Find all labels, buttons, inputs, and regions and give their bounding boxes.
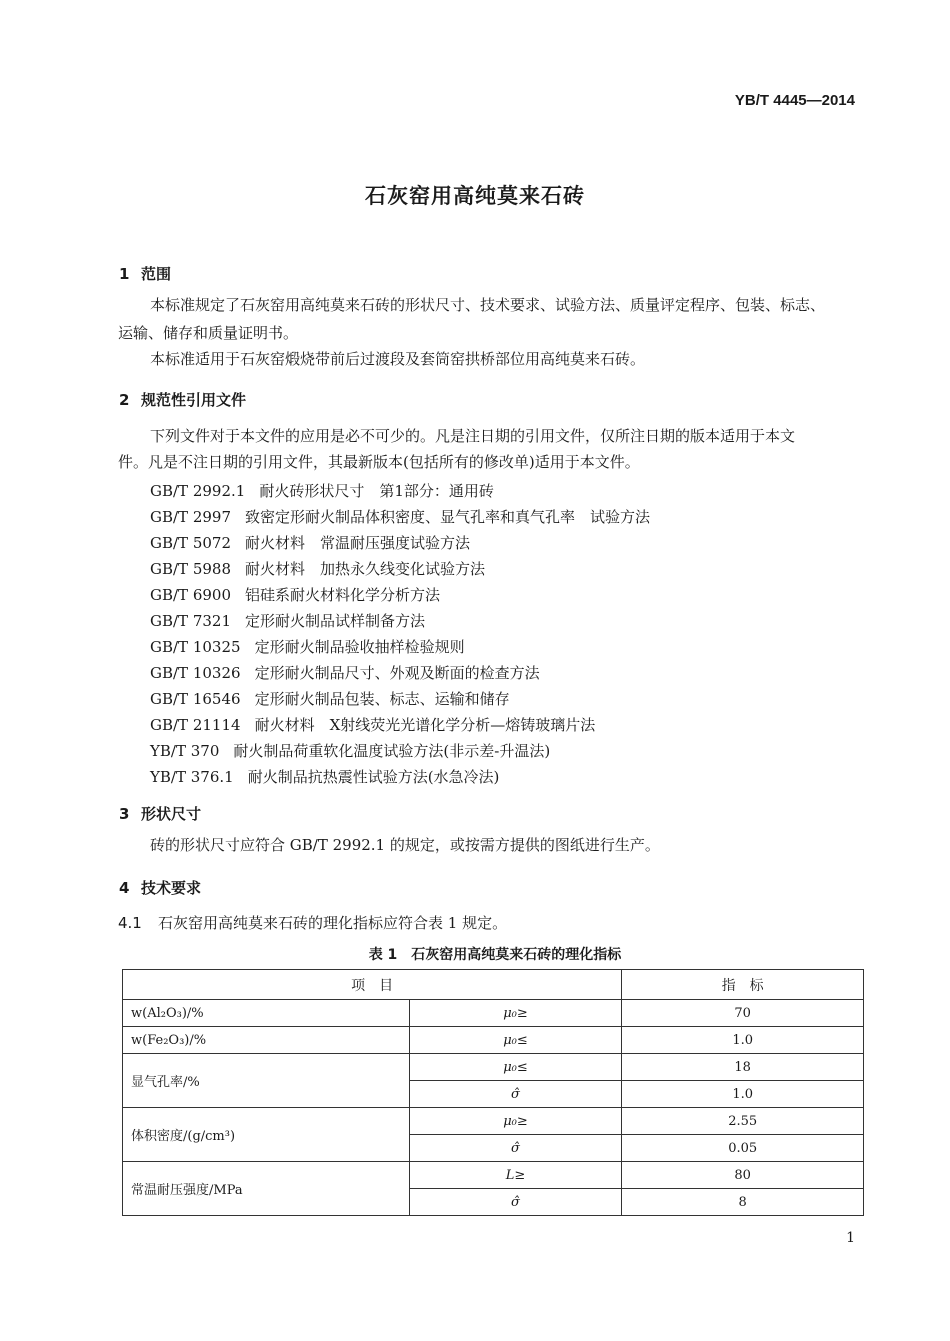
reference-title: 定形耐火制品试样制备方法 — [245, 612, 426, 630]
table-header-row — [123, 970, 864, 1000]
reference-item — [150, 714, 595, 735]
value: 1.0 — [622, 1081, 864, 1108]
condition: μ₀≥ — [409, 1108, 622, 1135]
table-row — [123, 1162, 864, 1189]
condition: μ₀≥ — [409, 1000, 622, 1027]
condition: μ₀≤ — [409, 1054, 622, 1081]
standard-code: YB/T 4445—2014 — [734, 92, 855, 109]
reference-item — [150, 480, 494, 501]
item-label: 常温耐压强度/MPa — [123, 1162, 410, 1216]
section-2-para-line-2: 件。凡是不注日期的引用文件，其最新版本(包括所有的修改单)适用于本文件。 — [118, 453, 640, 471]
section-1-para-1-line-2: 运输、储存和质量证明书。 — [118, 324, 299, 342]
reference-title: 耐火砖形状尺寸 第1部分：通用砖 — [259, 482, 494, 500]
section-title: 范围 — [141, 265, 172, 283]
section-2-para-line-1: 下列文件对于本文件的应用是必不可少的。凡是注日期的引用文件，仅所注日期的版本适用于本文 — [150, 427, 796, 445]
condition: σ̂ — [409, 1189, 622, 1216]
value: 2.55 — [622, 1108, 864, 1135]
reference-title: 耐火材料 加热永久线变化试验方法 — [245, 560, 486, 578]
section-title: 形状尺寸 — [141, 805, 202, 823]
reference-title: 耐火制品荷重软化温度试验方法(非示差-升温法) — [233, 742, 551, 760]
table-row — [123, 1000, 864, 1027]
section-number: 1 — [119, 265, 130, 283]
section-title: 规范性引用文件 — [141, 391, 247, 409]
condition: σ̂ — [409, 1135, 622, 1162]
reference-code: YB/T 370 — [150, 742, 220, 760]
reference-title: 耐火材料 X射线荧光光谱化学分析—熔铸玻璃片法 — [254, 716, 596, 734]
table-row — [123, 1108, 864, 1135]
reference-code: GB/T 5072 — [150, 534, 232, 552]
reference-code: GB/T 10325 — [150, 638, 241, 656]
reference-code: GB/T 2997 — [150, 508, 232, 526]
clause-4-1 — [118, 910, 507, 936]
reference-code: GB/T 6900 — [150, 586, 232, 604]
reference-item — [150, 532, 470, 553]
reference-code: YB/T 376.1 — [150, 768, 234, 786]
clause-number: 4.1 — [118, 914, 142, 932]
section-3-heading — [119, 803, 201, 824]
condition: L≥ — [409, 1162, 622, 1189]
section-number: 2 — [119, 391, 130, 409]
page-number: 1 — [846, 1230, 855, 1246]
item-label: 体积密度/(g/cm³) — [123, 1108, 410, 1162]
reference-title: 耐火制品抗热震性试验方法(水急冷法) — [247, 768, 500, 786]
value: 80 — [622, 1162, 864, 1189]
column-header-item: 项 目 — [123, 970, 622, 1000]
item-label: 显气孔率/% — [123, 1054, 410, 1108]
section-1-para-2: 本标准适用于石灰窑煅烧带前后过渡段及套筒窑拱桥部位用高纯莫来石砖。 — [150, 350, 646, 368]
section-4-heading — [119, 877, 201, 898]
value: 8 — [622, 1189, 864, 1216]
reference-item — [150, 610, 425, 631]
reference-code: GB/T 10326 — [150, 664, 241, 682]
reference-item — [150, 688, 510, 709]
clause-text: 石灰窑用高纯莫来石砖的理化指标应符合表 1 规定。 — [158, 914, 508, 932]
table-caption: 表 1 石灰窑用高纯莫来石砖的理化指标 — [368, 947, 622, 963]
reference-item — [150, 636, 465, 657]
reference-code: GB/T 5988 — [150, 560, 232, 578]
section-1-heading — [119, 263, 171, 284]
section-title: 技术要求 — [141, 879, 202, 897]
section-1-para-1-line-1: 本标准规定了石灰窑用高纯莫来石砖的形状尺寸、技术要求、试验方法、质量评定程序、包装、标志、 — [150, 296, 826, 314]
value: 0.05 — [622, 1135, 864, 1162]
reference-title: 耐火材料 常温耐压强度试验方法 — [245, 534, 471, 552]
section-number: 3 — [119, 805, 130, 823]
section-2-heading — [119, 389, 246, 410]
condition: σ̂ — [409, 1081, 622, 1108]
reference-title: 定形耐火制品包装、标志、运输和储存 — [254, 690, 510, 708]
spec-table — [122, 969, 864, 1216]
reference-code: GB/T 16546 — [150, 690, 241, 708]
reference-title: 定形耐火制品验收抽样检验规则 — [254, 638, 465, 656]
item-label: w(Al₂O₃)/% — [123, 1000, 410, 1027]
reference-code: GB/T 7321 — [150, 612, 232, 630]
value: 1.0 — [622, 1027, 864, 1054]
reference-code: GB/T 2992.1 — [150, 482, 246, 500]
reference-code: GB/T 21114 — [150, 716, 241, 734]
value: 70 — [622, 1000, 864, 1027]
value: 18 — [622, 1054, 864, 1081]
reference-item — [150, 558, 485, 579]
condition: μ₀≤ — [409, 1027, 622, 1054]
reference-title: 定形耐火制品尺寸、外观及断面的检查方法 — [254, 664, 540, 682]
table-row — [123, 1054, 864, 1081]
document-title: 石灰窑用高纯莫来石砖 — [365, 184, 585, 208]
reference-item — [150, 506, 650, 527]
reference-item — [150, 766, 499, 787]
reference-item — [150, 584, 440, 605]
reference-item — [150, 662, 540, 683]
column-header-value: 指 标 — [622, 970, 864, 1000]
reference-title: 致密定形耐火制品体积密度、显气孔率和真气孔率 试验方法 — [245, 508, 651, 526]
table-row — [123, 1027, 864, 1054]
section-number: 4 — [119, 879, 130, 897]
section-3-para: 砖的形状尺寸应符合 GB/T 2992.1 的规定，或按需方提供的图纸进行生产。 — [150, 836, 660, 854]
reference-item — [150, 740, 550, 761]
reference-title: 铝硅系耐火材料化学分析方法 — [245, 586, 441, 604]
item-label: w(Fe₂O₃)/% — [123, 1027, 410, 1054]
